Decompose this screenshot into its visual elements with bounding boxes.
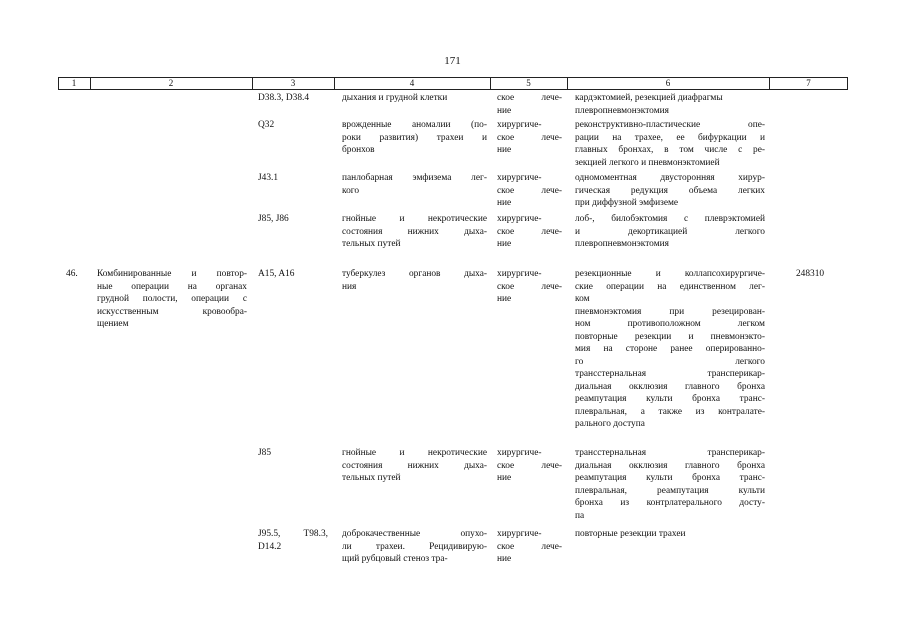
treatment-type-cell — [497, 172, 562, 210]
header-cell-6: 6 — [665, 78, 671, 88]
cell-line: ном противоположном легком — [575, 319, 765, 329]
cell-line: ние — [497, 145, 512, 155]
cell-line: тельных путей — [342, 239, 401, 249]
cell-line: одномоментная двусторонняя хирур- — [575, 173, 765, 183]
cell-line: го легкого — [575, 356, 765, 367]
cell-line: диальная окклюзия главного бронха — [575, 381, 765, 392]
cell-line: резекционные и коллапсохирургиче- — [575, 269, 765, 279]
cell-line: щий рубцовый стеноз тра- — [342, 554, 448, 564]
code-cell — [258, 213, 328, 226]
cell-line: ние — [497, 554, 512, 564]
cell-line: туберкулез органов дыха- — [342, 269, 487, 279]
cell-line: рального доступа — [575, 419, 645, 429]
method-cell — [575, 92, 765, 117]
code-cell — [258, 447, 328, 460]
cell-line: ское лече- — [497, 185, 562, 196]
cell-line: тельных путей — [342, 473, 401, 483]
header-cell-1: 1 — [71, 78, 77, 88]
cell-line: реампутация культи бронха транс- — [575, 473, 765, 483]
cell-line: бронха из контрлатерального досту- — [575, 498, 765, 508]
header-cell-4: 4 — [409, 78, 415, 88]
cell-line: хирургиче- — [497, 448, 542, 458]
cell-line: Комбинированные и повтор- — [97, 269, 247, 279]
cell-line: главных бронхах, в том числе с ре- — [575, 145, 765, 155]
cell-line: гнойные и некротические — [342, 214, 487, 224]
cell-line: реконструктивно-пластические опе- — [575, 120, 765, 130]
code-cell — [258, 119, 328, 132]
cell-line: панлобарная эмфизема лег- — [342, 173, 487, 183]
treatment-type-cell — [497, 92, 562, 117]
header-cell-3: 3 — [290, 78, 296, 88]
header-cell-7: 7 — [806, 78, 811, 88]
method-cell — [575, 447, 765, 522]
group-name-cell — [97, 268, 247, 331]
cell-line: гнойные и некротические — [342, 448, 487, 458]
treatment-type-cell — [497, 119, 562, 157]
cell-line: роки развития) трахеи и — [342, 132, 487, 143]
diagnosis-cell — [342, 528, 487, 566]
method-cell — [575, 172, 765, 210]
cell-line: ные операции на органах — [97, 281, 247, 292]
cell-line: гическая редукция объема легких — [575, 185, 765, 196]
page-number: 171 — [444, 55, 461, 67]
code-cell — [258, 528, 328, 553]
cell-line: хирургиче- — [497, 120, 542, 130]
cell-line: ское лече- — [497, 541, 562, 552]
diagnosis-cell — [342, 119, 487, 157]
cell-line: бронхов — [342, 145, 375, 155]
cell-line: кого — [342, 185, 360, 196]
cell-line: 248310 — [795, 269, 825, 279]
cell-line: дыхания и грудной клетки — [342, 93, 448, 103]
diagnosis-cell — [342, 447, 487, 485]
cell-line: ское лече- — [497, 93, 562, 103]
cell-line: состояния нижних дыха- — [342, 460, 487, 471]
cell-line: ние — [497, 105, 512, 116]
cell-line: D38.3, D38.4 — [258, 93, 310, 103]
cell-line: ние — [497, 294, 512, 304]
diagnosis-cell — [342, 213, 487, 251]
cell-line: ское лече- — [497, 226, 562, 237]
cell-line: хирургиче- — [497, 173, 542, 183]
treatment-type-cell — [497, 447, 562, 485]
method-cell — [575, 528, 765, 541]
cell-line: кардэктомией, резекцией диафрагмы — [575, 93, 723, 103]
cell-line: хирургиче- — [497, 214, 542, 224]
cell-line: ком — [575, 294, 590, 304]
table-header-row — [58, 77, 848, 90]
cell-line: рации на трахее, ее бифуркации и — [575, 132, 765, 143]
cell-line: трансстернальная трансперикар- — [575, 448, 765, 458]
cost-cell — [780, 268, 840, 281]
diagnosis-cell — [342, 268, 487, 293]
code-cell — [258, 172, 328, 185]
cell-line: реампутация культи бронха транс- — [575, 394, 765, 404]
cell-line: плевральная, реампутация культи — [575, 485, 765, 496]
cell-line: лоб-, билобэктомия с плеврэктомией — [575, 214, 765, 224]
cell-line: зекцией легкого и пневмонэктомией — [575, 157, 720, 168]
treatment-type-cell — [497, 213, 562, 251]
code-cell — [258, 92, 328, 105]
cell-line: J85 — [258, 448, 272, 458]
diagnosis-cell — [342, 172, 487, 197]
cell-line: ское лече- — [497, 132, 562, 143]
cell-line: диальная окклюзия главного бронха — [575, 460, 765, 471]
treatment-type-cell — [497, 268, 562, 306]
cell-line: хирургиче- — [497, 269, 542, 279]
cell-line: ское лече- — [497, 460, 562, 471]
cell-line: мия на стороне ранее оперированно- — [575, 344, 765, 354]
cell-line: па — [575, 510, 585, 521]
method-cell — [575, 213, 765, 251]
cell-line: ли трахеи. Рецидивирую- — [342, 541, 487, 552]
cell-line: J95.5, T98.3, — [258, 529, 328, 539]
cell-line: J43.1 — [258, 173, 279, 183]
cell-line: пневмонэктомия при резецирован- — [575, 306, 765, 317]
code-cell — [258, 268, 328, 281]
treatment-type-cell — [497, 528, 562, 566]
diagnosis-cell — [342, 92, 487, 105]
header-cell-2: 2 — [168, 78, 174, 88]
cell-line: ские операции на единственном лег- — [575, 281, 765, 292]
header-cell-5: 5 — [526, 78, 531, 88]
cell-line: врожденные аномалии (по- — [342, 120, 487, 130]
method-cell — [575, 119, 765, 169]
cell-line: ское лече- — [497, 281, 562, 292]
cell-line: ние — [497, 198, 512, 208]
cell-line: повторные резекции трахеи — [575, 529, 686, 539]
cell-line: ние — [497, 239, 512, 249]
row-number-cell — [66, 268, 86, 281]
cell-line: J85, J86 — [258, 214, 289, 224]
cell-line: и декортикацией легкого — [575, 226, 765, 237]
cell-line: Q32 — [258, 120, 275, 130]
cell-line: ние — [497, 473, 512, 483]
cell-line: грудной полости, операции с — [97, 294, 247, 304]
cell-line: A15, A16 — [258, 269, 295, 279]
cell-line: плевральная, а также из контралате- — [575, 406, 765, 417]
cell-line: щением — [97, 319, 129, 329]
method-cell — [575, 268, 765, 431]
cell-line: состояния нижних дыха- — [342, 226, 487, 237]
cell-line: трансстернальная трансперикар- — [575, 369, 765, 379]
cell-line: D14.2 — [258, 541, 282, 552]
cell-line: повторные резекции и пневмонэкто- — [575, 331, 765, 342]
cell-line: доброкачественные опухо- — [342, 529, 487, 539]
cell-line: плевропневмонэктомия — [575, 239, 669, 249]
cell-line: хирургиче- — [497, 529, 542, 539]
cell-line: искусственным кровообра- — [97, 306, 247, 317]
cell-line: плевропневмонэктомия — [575, 105, 669, 116]
cell-line: 46. — [66, 269, 78, 279]
cell-line: при диффузной эмфиземе — [575, 198, 679, 208]
cell-line: ния — [342, 281, 357, 292]
